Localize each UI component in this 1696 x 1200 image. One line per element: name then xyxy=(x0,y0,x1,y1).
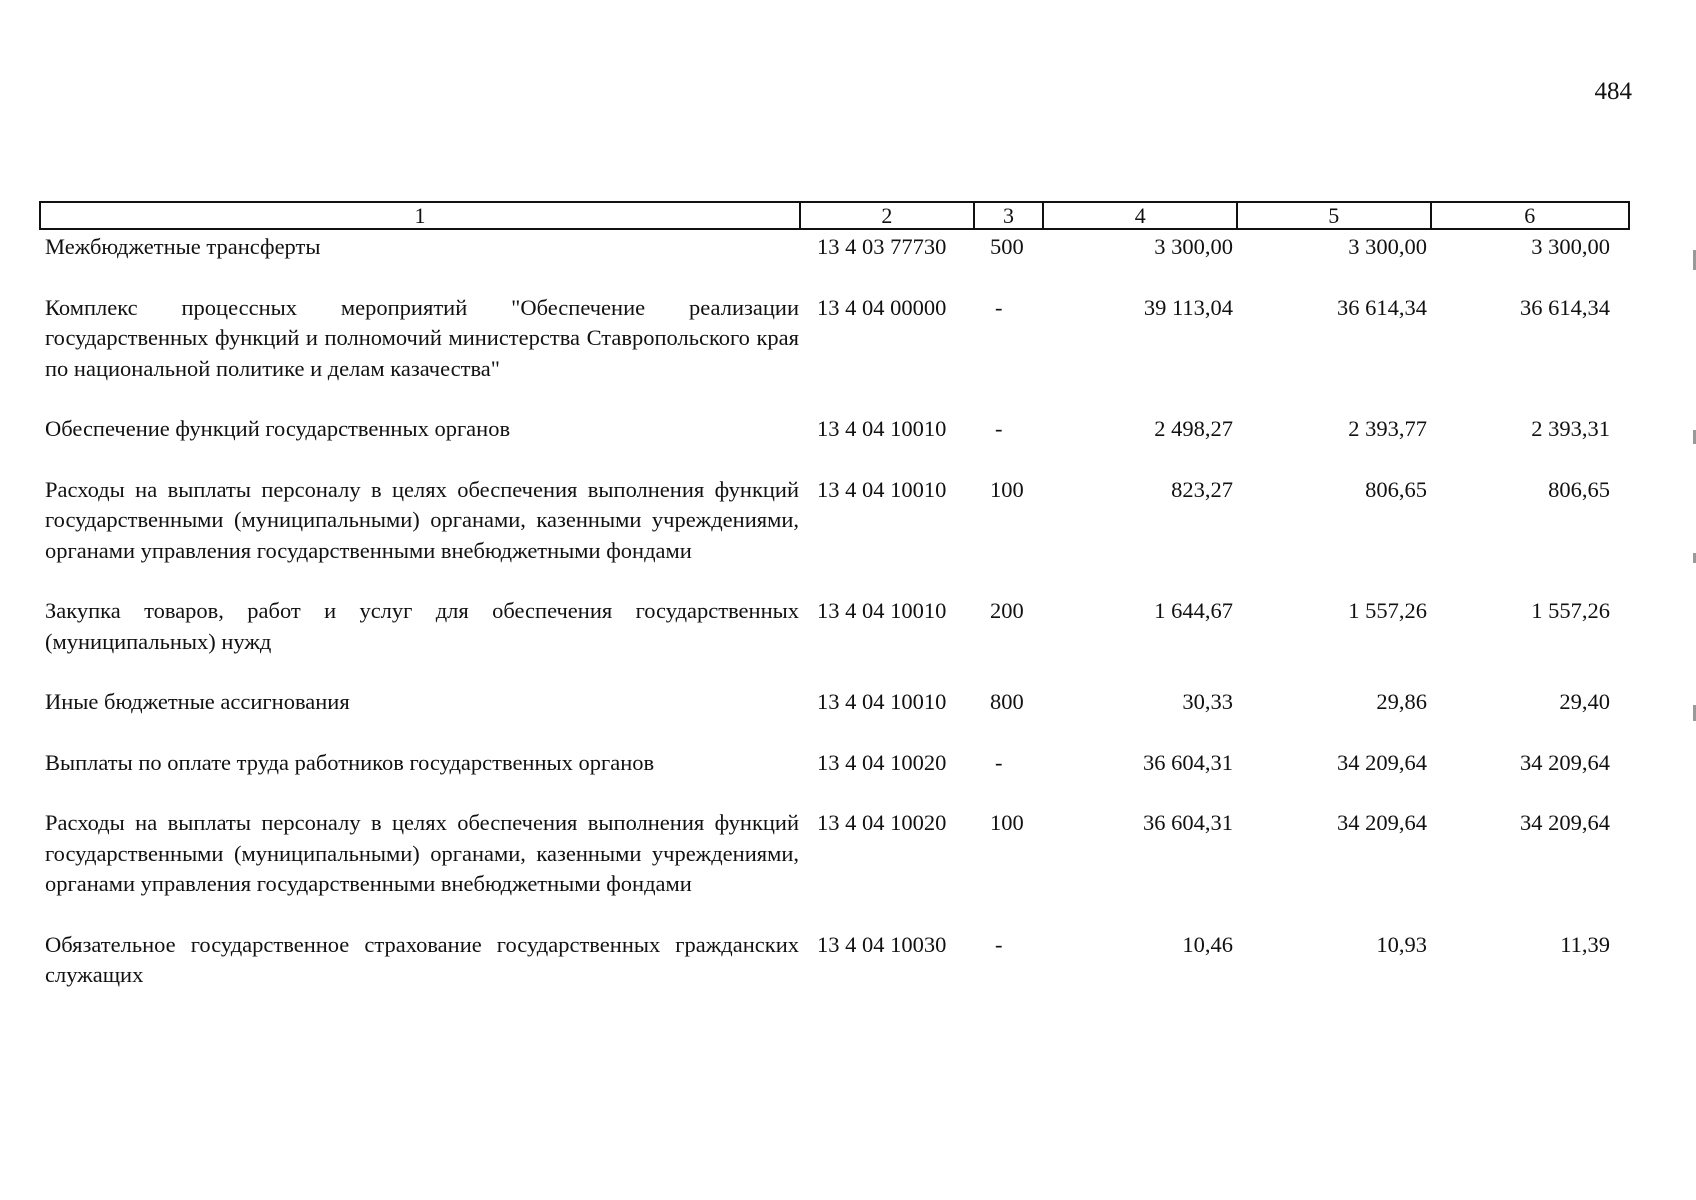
row-value-1: 36 604,31 xyxy=(1143,749,1233,775)
row-code: 13 4 04 10030 xyxy=(817,931,947,957)
row-type: 100 xyxy=(990,476,1024,502)
table-row xyxy=(39,475,1630,567)
table-row xyxy=(39,596,1630,657)
column-header-3: 3 xyxy=(973,203,1043,228)
row-type: - xyxy=(995,931,1003,957)
row-value-3: 34 209,64 xyxy=(1520,749,1610,775)
page-number: 484 xyxy=(1594,78,1632,105)
row-code: 13 4 04 10010 xyxy=(817,598,947,623)
row-name: Межбюджетные трансферты xyxy=(45,234,321,259)
row-value-2: 34 209,64 xyxy=(1337,749,1427,775)
row-value-2: 36 614,34 xyxy=(1337,294,1427,320)
row-type: 800 xyxy=(990,689,1024,714)
table-row xyxy=(39,808,1630,900)
row-code: 13 4 04 10020 xyxy=(817,749,947,775)
row-value-1: 3 300,00 xyxy=(1154,234,1233,259)
column-header-6: 6 xyxy=(1430,203,1629,228)
column-header-1: 1 xyxy=(414,203,426,228)
row-value-2: 3 300,00 xyxy=(1348,234,1427,259)
row-value-2: 2 393,77 xyxy=(1348,416,1427,441)
row-name: Расходы на выплаты персоналу в целях обеспечения выполнения функций государственными (муниципальными) органами, казенными учреждениями, органами управления государственными внебюджетными фондами xyxy=(45,810,799,896)
row-code: 13 4 04 10010 xyxy=(817,416,947,441)
table-row xyxy=(39,414,1630,445)
row-value-2: 1 557,26 xyxy=(1348,598,1427,623)
row-code: 13 4 04 10010 xyxy=(817,476,947,502)
row-value-1: 36 604,31 xyxy=(1143,810,1233,835)
row-value-2: 10,93 xyxy=(1376,931,1427,957)
row-code: 13 4 04 10010 xyxy=(817,689,947,714)
row-value-3: 29,40 xyxy=(1559,689,1610,714)
row-name: Обязательное государственное страхование государственных гражданских служащих xyxy=(45,931,799,987)
column-header-2: 2 xyxy=(799,203,973,228)
row-type: - xyxy=(995,749,1003,775)
row-code: 13 4 03 77730 xyxy=(817,234,947,259)
row-value-3: 36 614,34 xyxy=(1520,294,1610,320)
row-value-1: 823,27 xyxy=(1171,476,1233,502)
row-value-2: 806,65 xyxy=(1365,476,1427,502)
row-type: 100 xyxy=(990,810,1024,835)
row-value-1: 2 498,27 xyxy=(1154,416,1233,441)
row-value-1: 30,33 xyxy=(1182,689,1233,714)
row-value-3: 1 557,26 xyxy=(1531,598,1610,623)
row-value-3: 34 209,64 xyxy=(1520,810,1610,835)
table-row xyxy=(39,293,1630,385)
row-code: 13 4 04 00000 xyxy=(817,294,947,320)
table-row xyxy=(39,748,1630,779)
table-body xyxy=(39,232,1630,991)
row-value-1: 1 644,67 xyxy=(1154,598,1233,623)
row-type: 200 xyxy=(990,598,1024,623)
table-row xyxy=(39,930,1630,991)
table-row xyxy=(39,687,1630,718)
table-header xyxy=(39,201,1630,230)
row-type: 500 xyxy=(990,234,1024,259)
table-row xyxy=(39,232,1630,263)
row-name: Расходы на выплаты персоналу в целях обеспечения выполнения функций государственными (муниципальными) органами, казенными учреждениями, органами управления государственными внебюджетными фондами xyxy=(45,476,799,563)
row-value-2: 34 209,64 xyxy=(1337,810,1427,835)
row-type: - xyxy=(995,416,1003,441)
row-code: 13 4 04 10020 xyxy=(817,810,947,835)
row-value-1: 39 113,04 xyxy=(1143,294,1233,320)
row-value-3: 806,65 xyxy=(1548,476,1610,502)
row-value-3: 11,39 xyxy=(1560,931,1610,957)
row-type: - xyxy=(995,294,1003,320)
row-value-2: 29,86 xyxy=(1376,689,1427,714)
row-name: Иные бюджетные ассигнования xyxy=(45,689,350,714)
column-header-5: 5 xyxy=(1236,203,1430,228)
row-value-3: 3 300,00 xyxy=(1531,234,1610,259)
row-name: Комплекс процессных мероприятий "Обеспечение реализации государственных функций и полномочий министерства Ставропольского края по национальной политике и делам казачества" xyxy=(45,294,799,381)
row-value-1: 10,46 xyxy=(1182,931,1233,957)
row-name: Обеспечение функций государственных органов xyxy=(45,416,511,441)
row-value-3: 2 393,31 xyxy=(1531,416,1610,441)
column-header-4: 4 xyxy=(1042,203,1236,228)
row-name: Закупка товаров, работ и услуг для обеспечения государственных (муниципальных) нужд xyxy=(45,598,799,654)
row-name: Выплаты по оплате труда работников государственных органов xyxy=(45,749,655,775)
